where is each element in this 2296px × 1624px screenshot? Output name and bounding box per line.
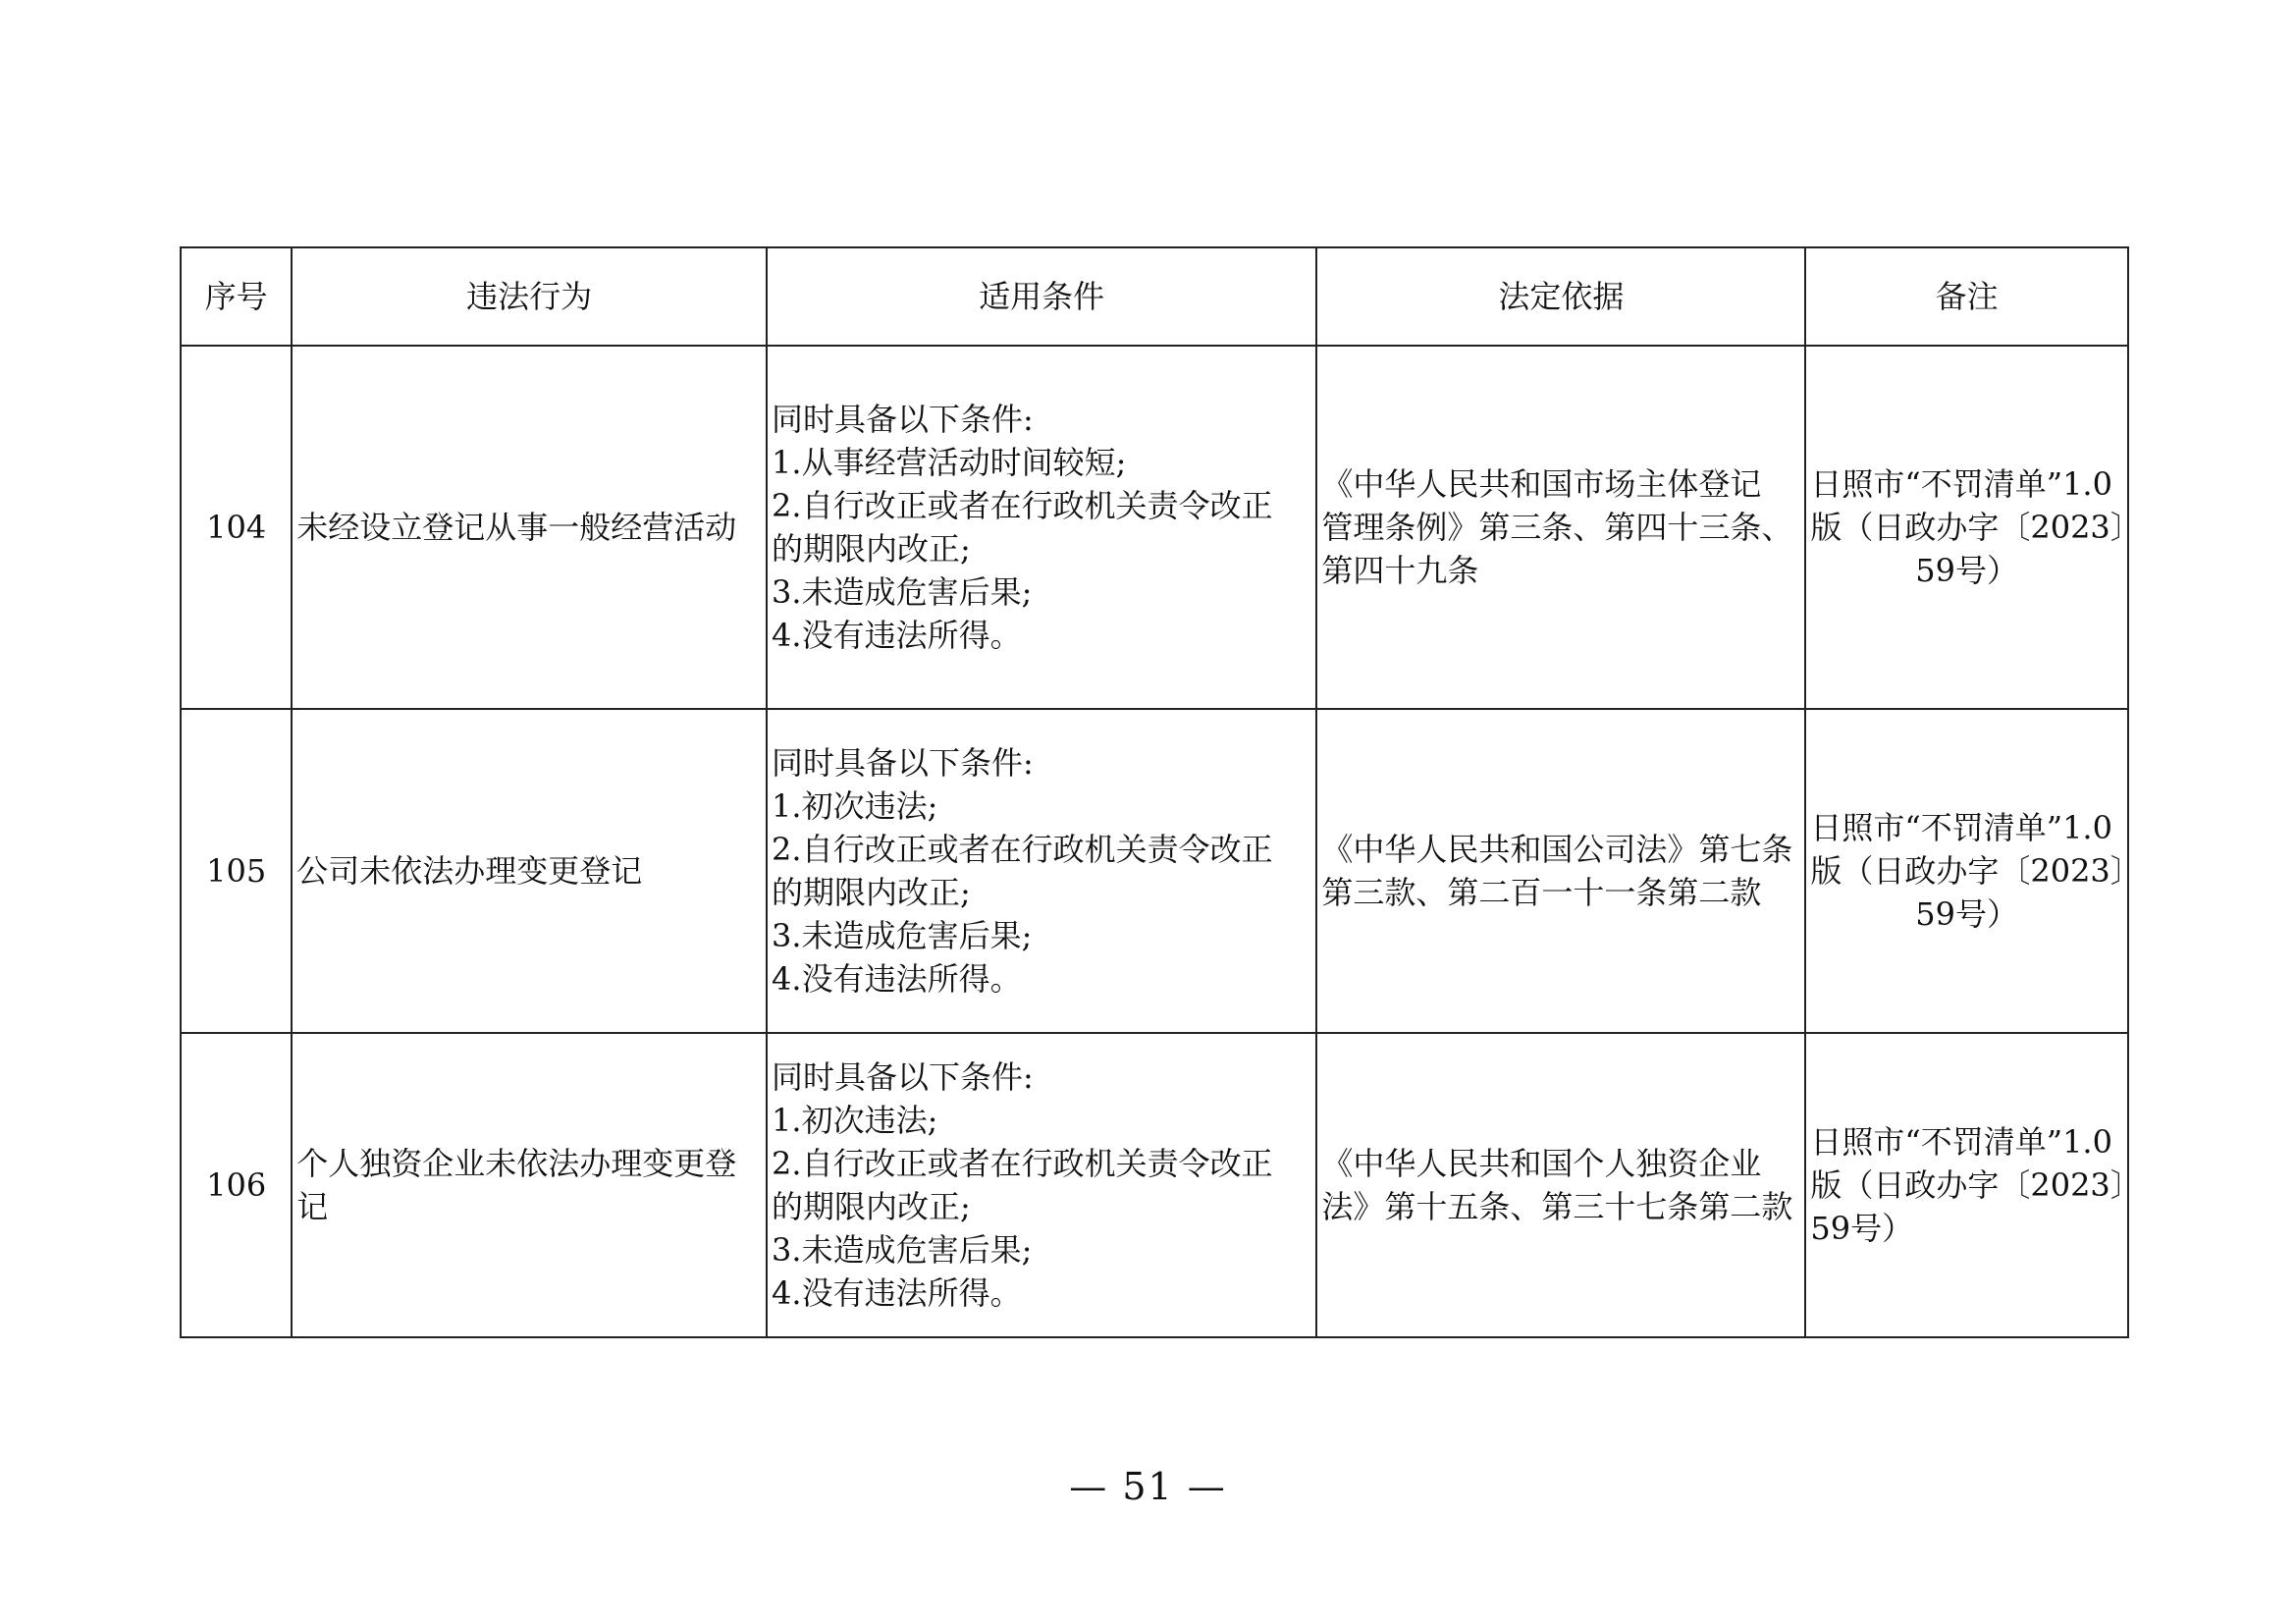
- basis-line: 《中华人民共和国公司法》第七条: [1321, 831, 1793, 868]
- row-action: [292, 1033, 767, 1337]
- row-action: [292, 346, 767, 709]
- condition-line: 的期限内改正;: [772, 874, 971, 911]
- table-row: [181, 709, 2128, 1033]
- row-action: [292, 709, 767, 1033]
- condition-line: 2.自行改正或者在行政机关责令改正: [772, 487, 1273, 524]
- row-note: [1805, 1033, 2142, 1337]
- basis-line: 法》第十五条、第三十七条第二款: [1321, 1188, 1793, 1225]
- table-row: [181, 346, 2128, 709]
- header-conditions: 适用条件: [767, 247, 1316, 346]
- basis-line: 《中华人民共和国个人独资企业: [1321, 1145, 1762, 1182]
- header-note: 备注: [1805, 247, 2128, 346]
- header-action: 违法行为: [292, 247, 767, 346]
- row-basis: [1316, 346, 1805, 709]
- condition-line: 同时具备以下条件:: [772, 744, 1034, 782]
- row-note: [1805, 709, 2142, 1033]
- condition-line: 3.未造成危害后果;: [772, 1231, 1033, 1269]
- basis-line: 第三款、第二百一十一条第二款: [1321, 874, 1762, 911]
- condition-line: 的期限内改正;: [772, 530, 971, 568]
- row-conditions: [767, 346, 1316, 709]
- condition-line: 同时具备以下条件:: [772, 401, 1034, 438]
- condition-line: 1.从事经营活动时间较短;: [772, 444, 1127, 481]
- condition-line: 2.自行改正或者在行政机关责令改正: [772, 831, 1273, 868]
- note-line: 59号）: [1810, 1210, 1914, 1247]
- row-basis: [1316, 1033, 1805, 1337]
- action-line: 未经设立登记从事一般经营活动: [296, 509, 737, 546]
- basis-line: 第四十九条: [1321, 552, 1479, 589]
- basis-line: 管理条例》第三条、第四十三条、: [1321, 509, 1793, 546]
- row-seq: 105: [181, 709, 292, 1033]
- condition-line: 3.未造成危害后果;: [772, 573, 1033, 611]
- header-basis: 法定依据: [1316, 247, 1805, 346]
- note-line: 日照市“不罚清单”1.0: [1810, 809, 2112, 846]
- row-seq: 104: [181, 346, 292, 709]
- action-line: 个人独资企业未依法办理变更登: [296, 1145, 737, 1182]
- note-line: 版（日政办字〔2023〕: [1810, 1166, 2142, 1204]
- table-row: [181, 1033, 2128, 1337]
- condition-line: 同时具备以下条件:: [772, 1058, 1034, 1096]
- condition-line: 4.没有违法所得。: [772, 617, 1022, 654]
- condition-line: 的期限内改正;: [772, 1188, 971, 1225]
- action-line: 记: [296, 1188, 329, 1225]
- condition-line: 3.未造成危害后果;: [772, 917, 1033, 954]
- row-basis: [1316, 709, 1805, 1033]
- note-line: 日照市“不罚清单”1.0: [1810, 1123, 2112, 1161]
- condition-line: 1.初次违法;: [772, 1102, 938, 1139]
- note-line: 日照市“不罚清单”1.0: [1810, 465, 2112, 503]
- basis-line: 《中华人民共和国市场主体登记: [1321, 465, 1762, 503]
- row-note: [1805, 346, 2142, 709]
- condition-line: 4.没有违法所得。: [772, 1274, 1022, 1312]
- note-line: 59号）: [1915, 552, 2019, 589]
- table-header-row: [181, 247, 2128, 346]
- note-line: 59号）: [1915, 895, 2019, 933]
- header-seq: 序号: [181, 247, 292, 346]
- condition-line: 2.自行改正或者在行政机关责令改正: [772, 1145, 1273, 1182]
- condition-line: 4.没有违法所得。: [772, 960, 1022, 998]
- row-conditions: [767, 1033, 1316, 1337]
- action-line: 公司未依法办理变更登记: [296, 852, 643, 890]
- penalty-exemption-table: [180, 246, 2142, 1338]
- row-seq: 106: [181, 1033, 292, 1337]
- note-line: 版（日政办字〔2023〕: [1810, 852, 2142, 890]
- row-conditions: [767, 709, 1316, 1033]
- page-number: — 51 —: [1069, 1465, 1227, 1508]
- note-line: 版（日政办字〔2023〕: [1810, 509, 2142, 546]
- condition-line: 1.初次违法;: [772, 787, 938, 825]
